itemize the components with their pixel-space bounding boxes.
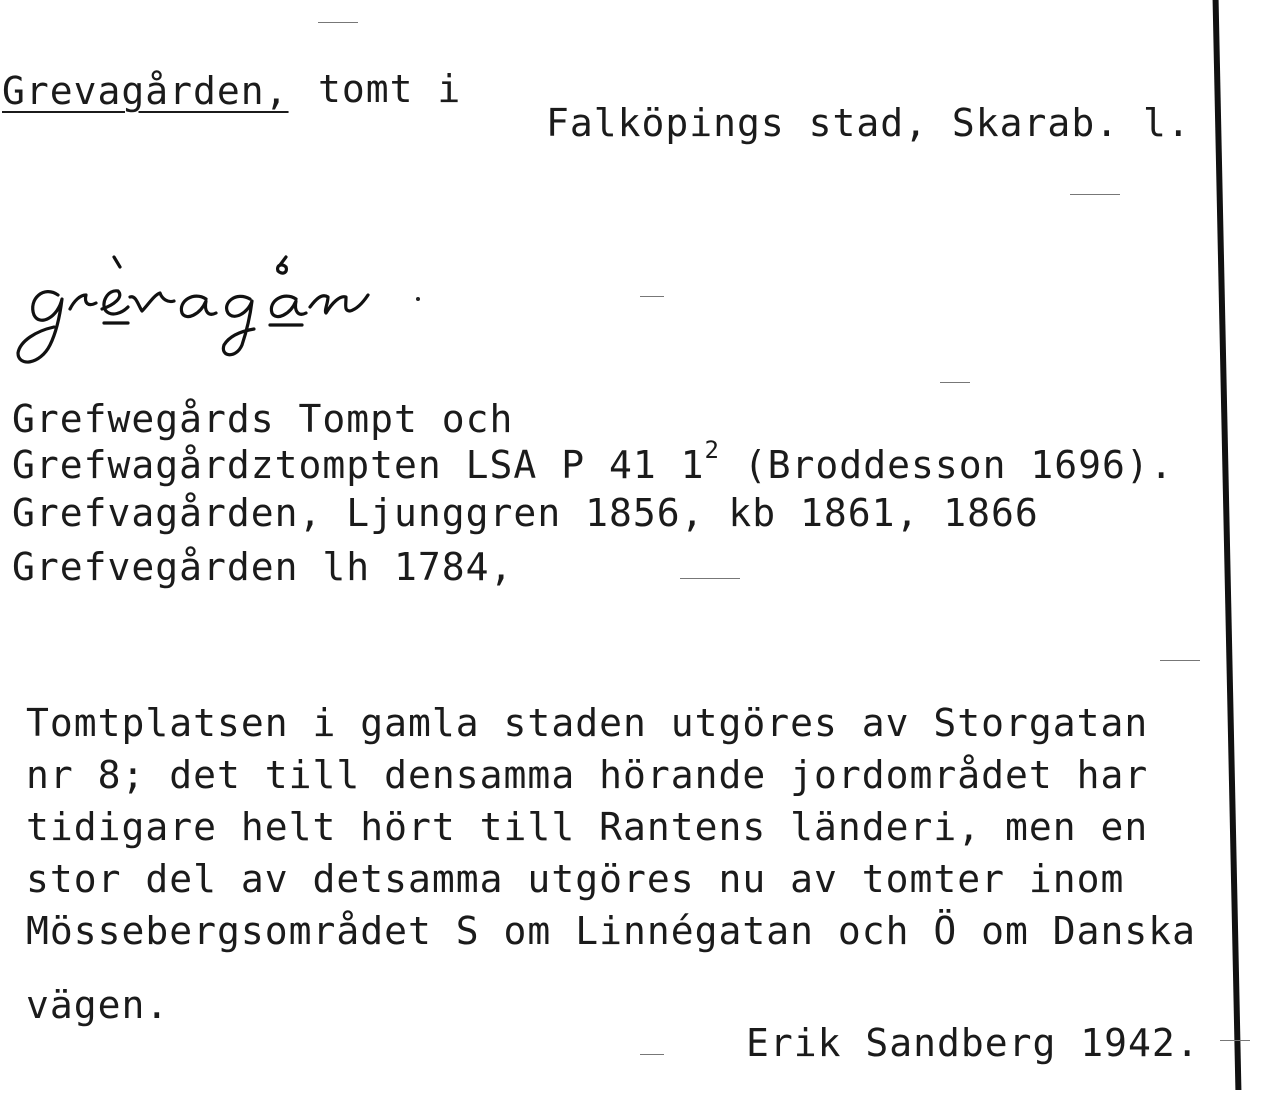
description-line: stor del av detsamma utgöres nu av tomter inom	[26, 857, 1125, 901]
form-source: (Broddesson 1696).	[719, 443, 1174, 487]
form-line: Grefvagården, Ljunggren 1856, kb 1861, 1866	[12, 491, 1039, 535]
heading-qualifier: tomt i	[318, 67, 462, 111]
description-line: Mössebergsområdet S om Linnégatan och Ö om Danska	[26, 909, 1197, 953]
place-name-heading: Grevagården,	[2, 69, 289, 113]
scan-speck	[1070, 194, 1120, 195]
scan-speck	[640, 296, 664, 297]
form-line: Grefvegården lh 1784,	[12, 545, 514, 589]
form-text: Grefwagårdztompten LSA P 41 1	[12, 443, 705, 487]
form-line	[12, 436, 1174, 487]
form-line: Grefwegårds Tompt och	[12, 397, 514, 441]
form-superscript: 2	[704, 436, 720, 464]
description-line: tidigare helt hört till Rantens länderi, men en	[26, 805, 1149, 849]
signature: Erik Sandberg 1942.	[746, 1021, 1200, 1065]
card-right-edge	[1213, 0, 1242, 1090]
scan-speck	[318, 22, 358, 23]
scan-speck	[1220, 1040, 1250, 1041]
description-line: Tomtplatsen i gamla staden utgöres av Storgatan	[26, 701, 1149, 745]
scan-speck	[680, 578, 740, 579]
description-line: vägen.	[26, 983, 170, 1027]
parish-location: Falköpings stad, Skarab. l.	[546, 101, 1191, 145]
scan-speck	[940, 382, 970, 383]
handwritten-pronunciation	[10, 255, 510, 375]
description-line: nr 8; det till densamma hörande jordområdet har	[26, 753, 1149, 797]
scan-speck	[640, 1054, 664, 1055]
scan-speck	[1160, 660, 1200, 661]
